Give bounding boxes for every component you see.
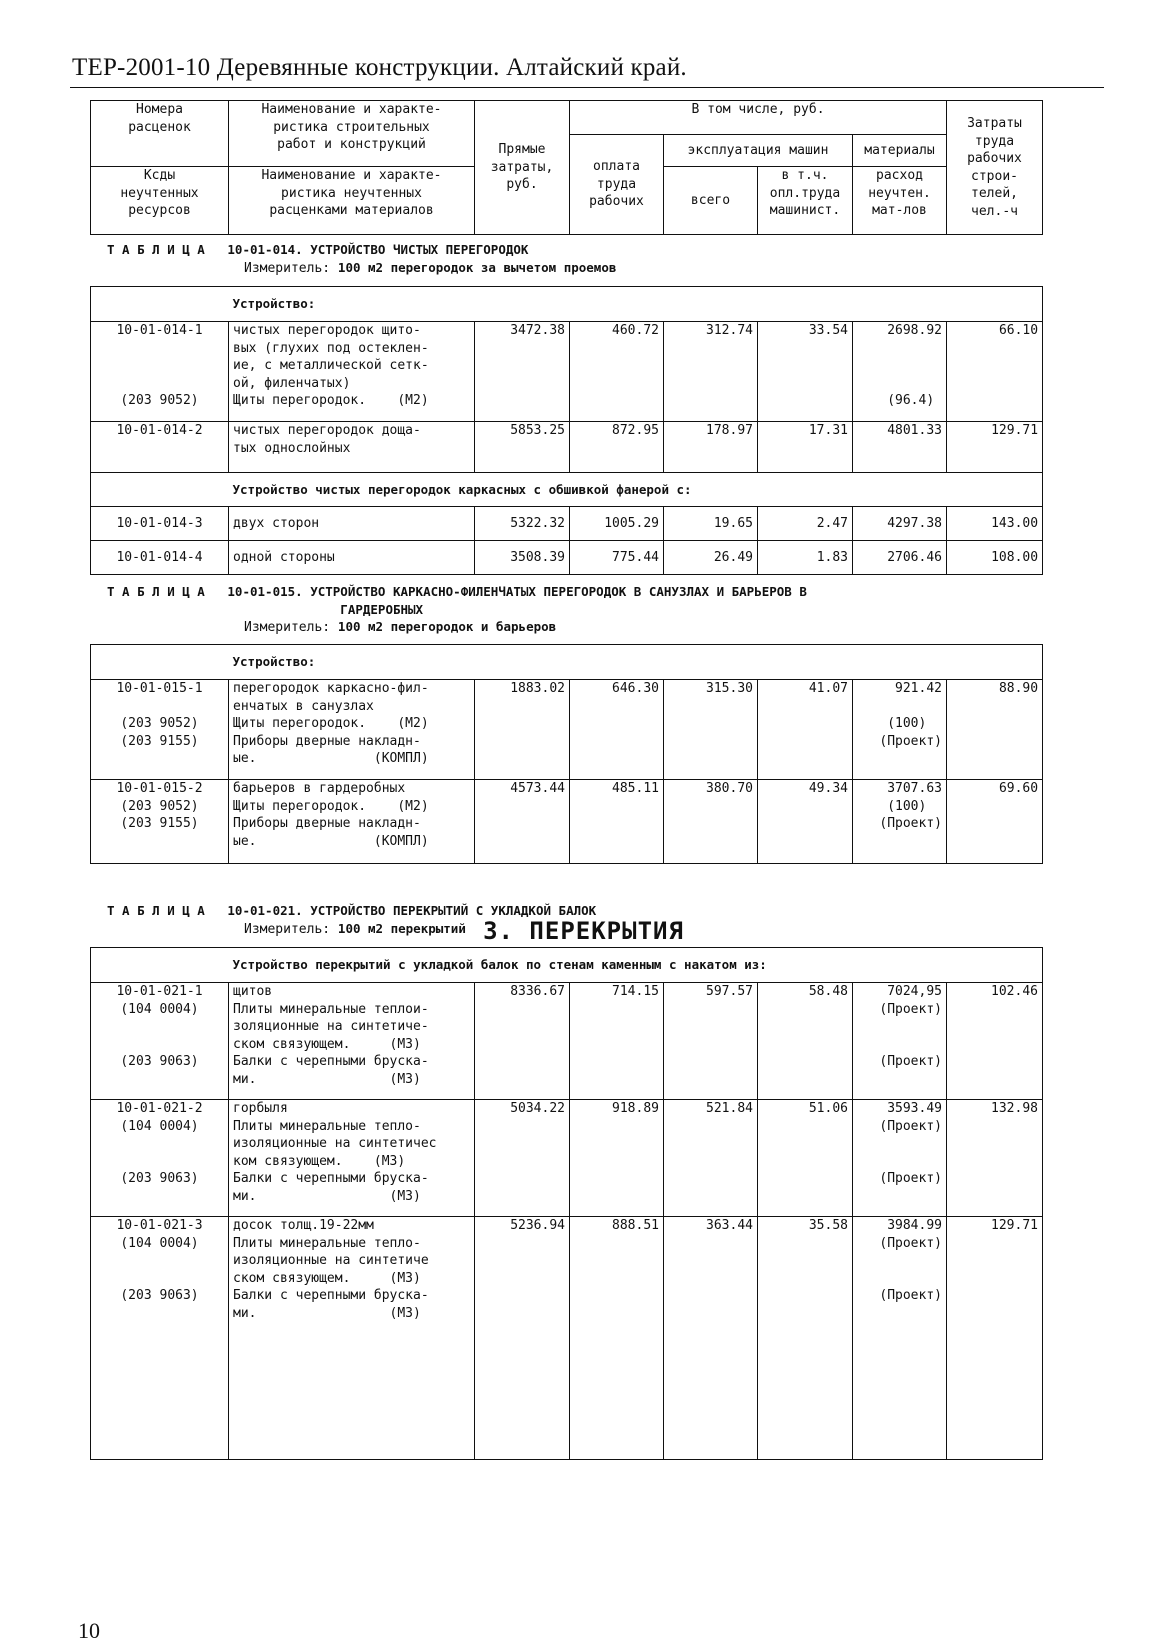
col-machines-wage: в т.ч. опл.труда машинист. [758, 167, 853, 235]
table-caption: Т А Б Л И Ц А 10-01-014. УСТРОЙСТВО ЧИСТЫХ ПЕРЕГОРОДОК [107, 242, 529, 257]
col-num-bottom: Ксды неучтенных ресурсов [91, 167, 229, 235]
labor: 129.71 [947, 1217, 1043, 1460]
materials: 3707.63 (100) (Проект) [853, 780, 947, 864]
machines: 19.65 [664, 507, 758, 541]
col-machines: эксплуатация машин [664, 135, 853, 167]
rate-code: 10-01-014-1 (203 9052) [91, 322, 229, 422]
group-row [91, 948, 1043, 983]
machines: 363.44 [664, 1217, 758, 1460]
rate-code: 10-01-021-1 (104 0004) (203 9063) [91, 983, 229, 1100]
machines: 178.97 [664, 422, 758, 473]
rate-name: щитов Плиты минеральные теплои- золяционные на синтетиче- ском связующем. (М3) Балки с черепными бруска- ми. (М3) [229, 983, 475, 1100]
col-wages: оплата труда рабочих [570, 135, 664, 235]
group-row [91, 287, 1043, 322]
table-row [91, 322, 1043, 422]
page-title: ТЕР-2001-10 Деревянные конструкции. Алтайский край. [72, 54, 687, 81]
group-label: Устройство перекрытий с укладкой балок по стенам каменным с накатом из: [229, 948, 1043, 983]
machinist-wages: 51.06 [758, 1100, 853, 1217]
group-label: Устройство: [229, 645, 1043, 680]
labor: 129.71 [947, 422, 1043, 473]
col-machines-total: всего [664, 167, 758, 235]
table-row [91, 780, 1043, 864]
col-num-top: Номера расценок [91, 101, 229, 167]
machinist-wages: 58.48 [758, 983, 853, 1100]
table-row [91, 680, 1043, 780]
machinist-wages: 33.54 [758, 322, 853, 422]
table-row [91, 422, 1043, 473]
rate-name: горбыля Плиты минеральные тепло- изоляционные на синтетичес ком связующем. (М3) Балки с черепными бруска- ми. (М3) [229, 1100, 475, 1217]
rate-name: одной стороны [229, 541, 475, 575]
materials: 921.42 (100) (Проект) [853, 680, 947, 780]
rates-table [90, 286, 1043, 575]
machinist-wages: 35.58 [758, 1217, 853, 1460]
machines: 312.74 [664, 322, 758, 422]
rate-code: 10-01-021-2 (104 0004) (203 9063) [91, 1100, 229, 1217]
machinist-wages: 49.34 [758, 780, 853, 864]
machines: 521.84 [664, 1100, 758, 1217]
rates-table [90, 947, 1043, 1460]
group-row [91, 473, 1043, 507]
col-materials: материалы [853, 135, 947, 167]
materials: 7024,95 (Проект) (Проект) [853, 983, 947, 1100]
direct-cost: 1883.02 [475, 680, 570, 780]
direct-cost: 5322.32 [475, 507, 570, 541]
rate-name: досок толщ.19-22мм Плиты минеральные тепло- изоляционные на синтетиче ском связующем. (М3) Балки с черепными бруска- ми. (М3) [229, 1217, 475, 1460]
labor: 102.46 [947, 983, 1043, 1100]
rate-code: 10-01-014-2 [91, 422, 229, 473]
wages: 1005.29 [570, 507, 664, 541]
labor: 88.90 [947, 680, 1043, 780]
col-labor: Затраты труда рабочих строи- телей, чел.-ч [947, 101, 1043, 235]
direct-cost: 3472.38 [475, 322, 570, 422]
materials: 4801.33 [853, 422, 947, 473]
rates-table [90, 644, 1043, 864]
labor: 132.98 [947, 1100, 1043, 1217]
machines: 26.49 [664, 541, 758, 575]
wages: 872.95 [570, 422, 664, 473]
wages: 485.11 [570, 780, 664, 864]
wages: 888.51 [570, 1217, 664, 1460]
table-measure: Измеритель: 100 м2 перекрытий [244, 921, 466, 937]
rate-name: чистых перегородок доща- тых однослойных [229, 422, 475, 473]
direct-cost: 8336.67 [475, 983, 570, 1100]
materials: 3593.49 (Проект) (Проект) [853, 1100, 947, 1217]
materials: 4297.38 [853, 507, 947, 541]
table-row [91, 507, 1043, 541]
direct-cost: 3508.39 [475, 541, 570, 575]
rate-code: 10-01-015-2 (203 9052) (203 9155) [91, 780, 229, 864]
title-rule [70, 87, 1104, 88]
rate-name: двух сторон [229, 507, 475, 541]
labor: 66.10 [947, 322, 1043, 422]
wages: 714.15 [570, 983, 664, 1100]
col-name-bottom: Наименование и характе- ристика неучтенных расценками материалов [229, 167, 475, 235]
rate-code: 10-01-021-3 (104 0004) (203 9063) [91, 1217, 229, 1460]
rate-code: 10-01-014-3 [91, 507, 229, 541]
table-caption: Т А Б Л И Ц А 10-01-021. УСТРОЙСТВО ПЕРЕКРЫТИЙ С УКЛАДКОЙ БАЛОК [107, 903, 597, 918]
machinist-wages: 17.31 [758, 422, 853, 473]
labor: 69.60 [947, 780, 1043, 864]
table-row [91, 541, 1043, 575]
machinist-wages: 1.83 [758, 541, 853, 575]
rate-name: барьеров в гардеробных Щиты перегородок. (М2) Приборы дверные накладн- ые. (КОМПЛ) [229, 780, 475, 864]
machines: 597.57 [664, 983, 758, 1100]
table-measure: Измеритель: 100 м2 перегородок и барьеров [244, 619, 557, 635]
group-label: Устройство: [229, 287, 1043, 322]
rate-code: 10-01-014-4 [91, 541, 229, 575]
wages: 775.44 [570, 541, 664, 575]
machinist-wages: 41.07 [758, 680, 853, 780]
materials: 2706.46 [853, 541, 947, 575]
page-number: 10 [78, 1618, 100, 1643]
direct-cost: 5034.22 [475, 1100, 570, 1217]
labor: 108.00 [947, 541, 1043, 575]
materials: 2698.92 (96.4) [853, 322, 947, 422]
col-name-top: Наименование и характе- ристика строительных работ и конструкций [229, 101, 475, 167]
column-header-table [90, 100, 1043, 235]
machines: 315.30 [664, 680, 758, 780]
rate-name: чистых перегородок щито- вых (глухих под остеклен- ие, с металлической сетк- ой, филенчатых) Щиты перегородок. (М2) [229, 322, 475, 422]
section-heading: 3. ПЕРЕКРЫТИЯ [483, 917, 684, 945]
wages: 460.72 [570, 322, 664, 422]
materials: 3984.99 (Проект) (Проект) [853, 1217, 947, 1460]
table-row [91, 1217, 1043, 1460]
col-unaccounted: расход неучтен. мат-лов [853, 167, 947, 235]
labor: 143.00 [947, 507, 1043, 541]
wages: 918.89 [570, 1100, 664, 1217]
table-row [91, 983, 1043, 1100]
rate-code: 10-01-015-1 (203 9052) (203 9155) [91, 680, 229, 780]
direct-cost: 5236.94 [475, 1217, 570, 1460]
group-label: Устройство чистых перегородок каркасных с обшивкой фанерой с: [229, 473, 1043, 507]
table-row [91, 1100, 1043, 1217]
rate-name: перегородок каркасно-фил- енчатых в санузлах Щиты перегородок. (М2) Приборы дверные накладн- ые. (КОМПЛ) [229, 680, 475, 780]
direct-cost: 5853.25 [475, 422, 570, 473]
direct-cost: 4573.44 [475, 780, 570, 864]
col-direct: Прямые затраты, руб. [475, 101, 570, 235]
wages: 646.30 [570, 680, 664, 780]
machinist-wages: 2.47 [758, 507, 853, 541]
table-caption: Т А Б Л И Ц А 10-01-015. УСТРОЙСТВО КАРКАСНО-ФИЛЕНЧАТЫХ ПЕРЕГОРОДОК В САНУЗЛАХ И БАРЬЕРОВ В ГАРДЕРОБНЫХ [107, 584, 807, 617]
machines: 380.70 [664, 780, 758, 864]
table-measure: Измеритель: 100 м2 перегородок за вычетом проемов [244, 260, 617, 276]
group-row [91, 645, 1043, 680]
col-incl: В том числе, руб. [570, 101, 947, 135]
